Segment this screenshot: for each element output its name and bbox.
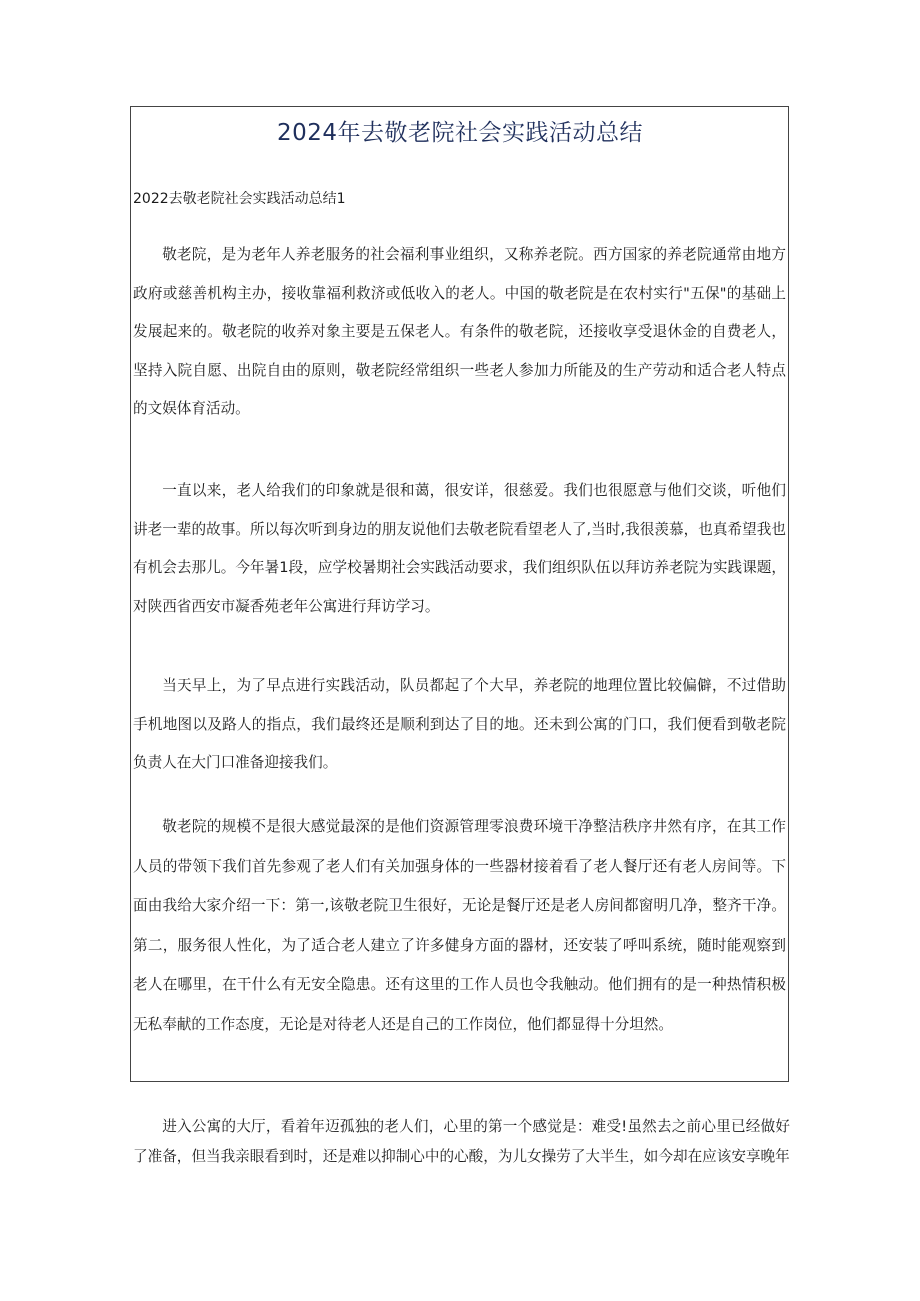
document-subtitle: 2022去敬老院社会实践活动总结1: [133, 191, 346, 207]
paragraph-3: 当天早上，为了早点进行实践活动，队员都起了个大早，养老院的地理位置比较偏僻，不过借助手机地图以及路人的指点，我们最终还是顺利到达了目的地。还未到公寓的门口，我们便看到敬老院负责人在大门口准备迎接我们。: [133, 677, 786, 772]
paragraph-4: 敬老院的规模不是很大感觉最深的是他们资源管理零浪费环境干净整洁秩序井然有序，在其工作人员的带领下我们首先参观了老人们有关加强身体的一些器材接着看了老人餐厅还有老人房间等。下面由我给大家介绍一下：第一,该敬老院卫生很好，无论是餐厅还是老人房间都窗明几净，整齐干净。第二，服务很人性化，为了适合老人建立了许多健身方面的器材，还安装了呼叫系统，随时能观察到老人在哪里，在干什么有无安全隐患。还有这里的工作人员也令我触动。他们拥有的是一种热情积极无私奉献的工作态度，无论是对待老人还是自己的工作岗位，他们都显得十分坦然。: [133, 818, 786, 1033]
paragraph-2: 一直以来，老人给我们的印象就是很和蔼，很安详，很慈爱。我们也很愿意与他们交谈，听他们讲老一辈的故事。所以每次听到身边的朋友说他们去敬老院看望老人了,当时,我很羡慕，也真希望我也有机会去那儿。今年暑1段，应学校暑期社会实践活动要求，我们组织队伍以拜访养老院为实践课题，对陕西省西安市凝香苑老年公寓进行拜访学习。: [133, 482, 786, 615]
paragraph-5: 进入公寓的大厅，看着年迈孤独的老人们，心里的第一个感觉是：难受!虽然去之前心里已经做好了准备，但当我亲眼看到时，还是难以抑制心中的心酸，为儿女操劳了大半生，如今却在应该安享晚年: [133, 1118, 790, 1165]
paragraph-1: 敬老院，是为老年人养老服务的社会福利事业组织，又称养老院。西方国家的养老院通常由地方政府或慈善机构主办，接收靠福利救济或低收入的老人。中国的敬老院是在农村实行"五保"的基础上发展起来的。敬老院的收养对象主要是五保老人。有条件的敬老院，还接收享受退休金的自费老人，坚持入院自愿、出院自由的原则，敬老院经常组织一些老人参加力所能及的生产劳动和适合老人特点的文娱体育活动。: [133, 246, 786, 418]
document-title: 2024年去敬老院社会实践活动总结: [276, 120, 644, 146]
